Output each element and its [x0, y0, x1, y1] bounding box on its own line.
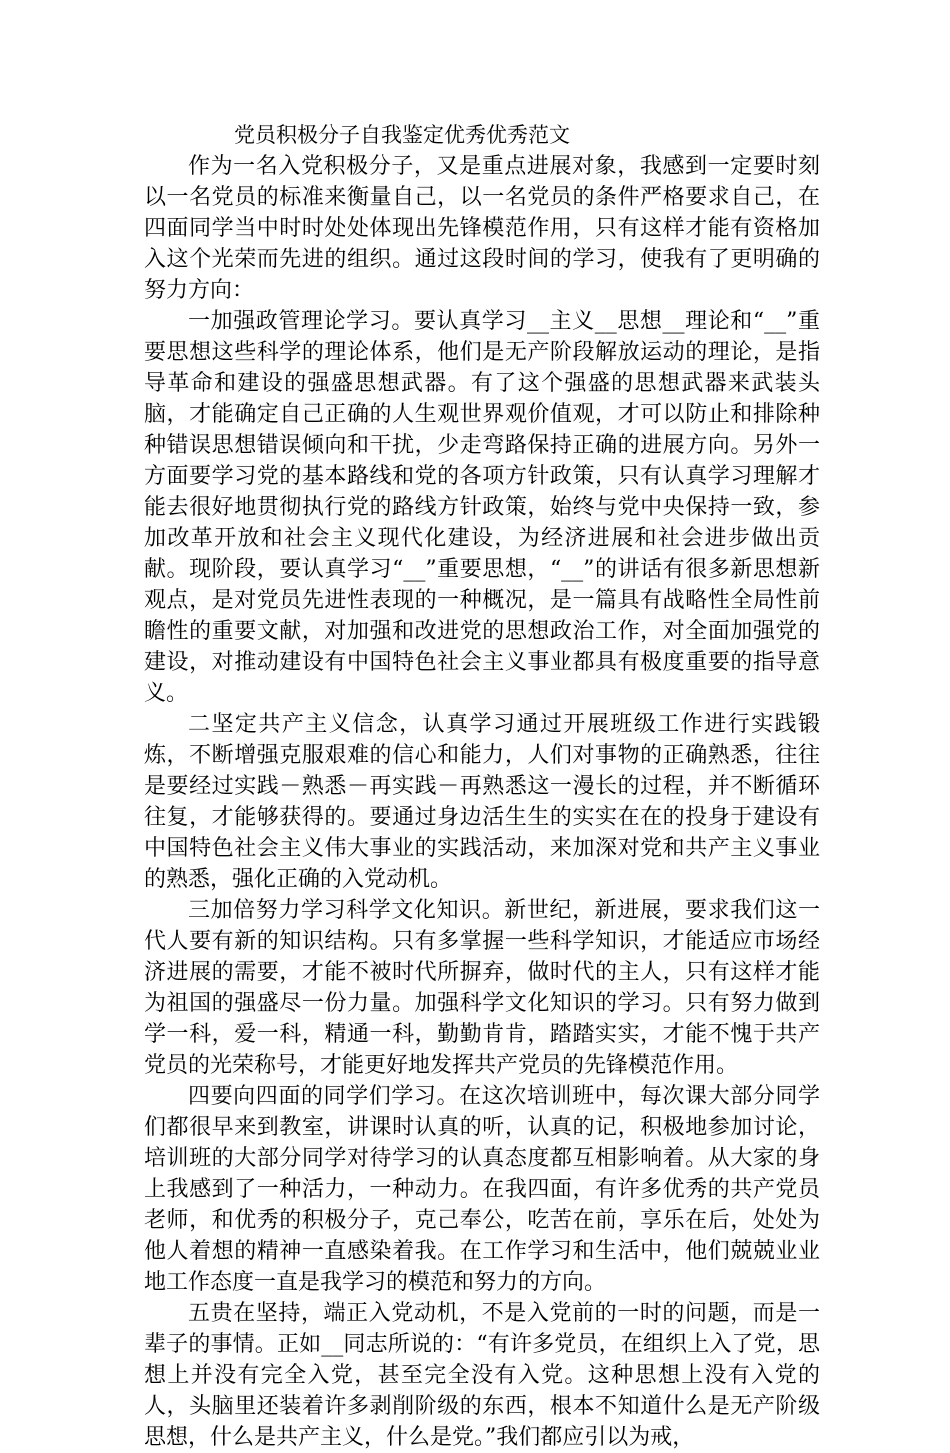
paragraph-communist-belief: 二坚定共产主义信念，认真学习通过开展班级工作进行实践锻炼，不断增强克服艰难的信心和能力，人们对事物的正确熟悉，往往是要经过实践－熟悉－再实践－再熟悉这一漫长的过程，并不断循环往复，才能够获得的。要通过身边活生生的实实在在的投身于建设有中国特色社会主义伟大事业的实践活动，来加深对党和共产主义事业的熟悉，强化正确的入党动机。	[144, 712, 820, 892]
paragraph-learn-from-classmates: 四要向四面的同学们学习。在这次培训班中，每次课大部分同学们都很早来到教室，讲课时认真的听，认真的记，积极地参加讨论，培训班的大部分同学对待学习的认真态度都互相影响着。从大家的身上我感到了一种活力，一种动力。在我四面，有许多优秀的共产党员老师，和优秀的积极分子，克己奉公，吃苦在前，享乐在后，处处为他人着想的精神一直感染着我。在工作学习和生活中，他们兢兢业业地工作态度一直是我学习的模范和努力的方向。	[144, 1084, 820, 1295]
document-title: 党员积极分子自我鉴定优秀优秀范文	[234, 123, 570, 147]
paragraph-perseverance: 五贵在坚持，端正入党动机，不是入党前的一时的问题，而是一辈子的事情。正如__同志所说的：“有许多党员，在组织上入了党，思想上并没有完全入党，甚至完全没有入党。这种思想上没有入党的人，头脑里还装着许多剥削阶级的东西，根本不知道什么是无产阶级思想，什么是共产主义，什么是党。”我们都应引以为戒，	[144, 1301, 820, 1450]
paragraph-science-culture: 三加倍努力学习科学文化知识。新世纪，新进展，要求我们这一代人要有新的知识结构。只有多掌握一些科学知识，才能适应市场经济进展的需要，才能不被时代所摒弃，做时代的主人，只有这样才能为祖国的强盛尽一份力量。加强科学文化知识的学习。只有努力做到学一科，爱一科，精通一科，勤勤肯肯，踏踏实实，才能不愧于共产党员的光荣称号，才能更好地发挥共产党员的先锋模范作用。	[144, 898, 820, 1078]
paragraph-intro: 作为一名入党积极分子，又是重点进展对象，我感到一定要时刻以一名党员的标准来衡量自己，以一名党员的条件严格要求自己，在四面同学当中时时处处体现出先锋模范作用，只有这样才能有资格加入这个光荣而先进的组织。通过这段时间的学习，使我有了更明确的努力方向：	[144, 154, 820, 303]
paragraph-theory-study: 一加强政管理论学习。要认真学习__主义__思想__理论和“__”重要思想这些科学的理论体系，他们是无产阶段解放运动的理论，是指导革命和建设的强盛思想武器。有了这个强盛的思想武器来武装头脑，才能确定自己正确的人生观世界观价值观，才可以防止和排除种种错误思想错误倾向和干扰，少走弯路保持正确的进展方向。另外一方面要学习党的基本路线和党的各项方针政策，只有认真学习理解才能去很好地贯彻执行党的路线方针政策，始终与党中央保持一致，参加改革开放和社会主义现代化建设，为经济进展和社会进步做出贡献。现阶段，要认真学习“__”重要思想，“__”的讲话有很多新思想新观点，是对党员先进性表现的一种概况，是一篇具有战略性全局性前瞻性的重要文献，对加强和改进党的思想政治工作，对全面加强党的建设，对推动建设有中国特色社会主义事业都具有极度重要的指导意义。	[144, 309, 820, 706]
document-page	[144, 120, 820, 1453]
